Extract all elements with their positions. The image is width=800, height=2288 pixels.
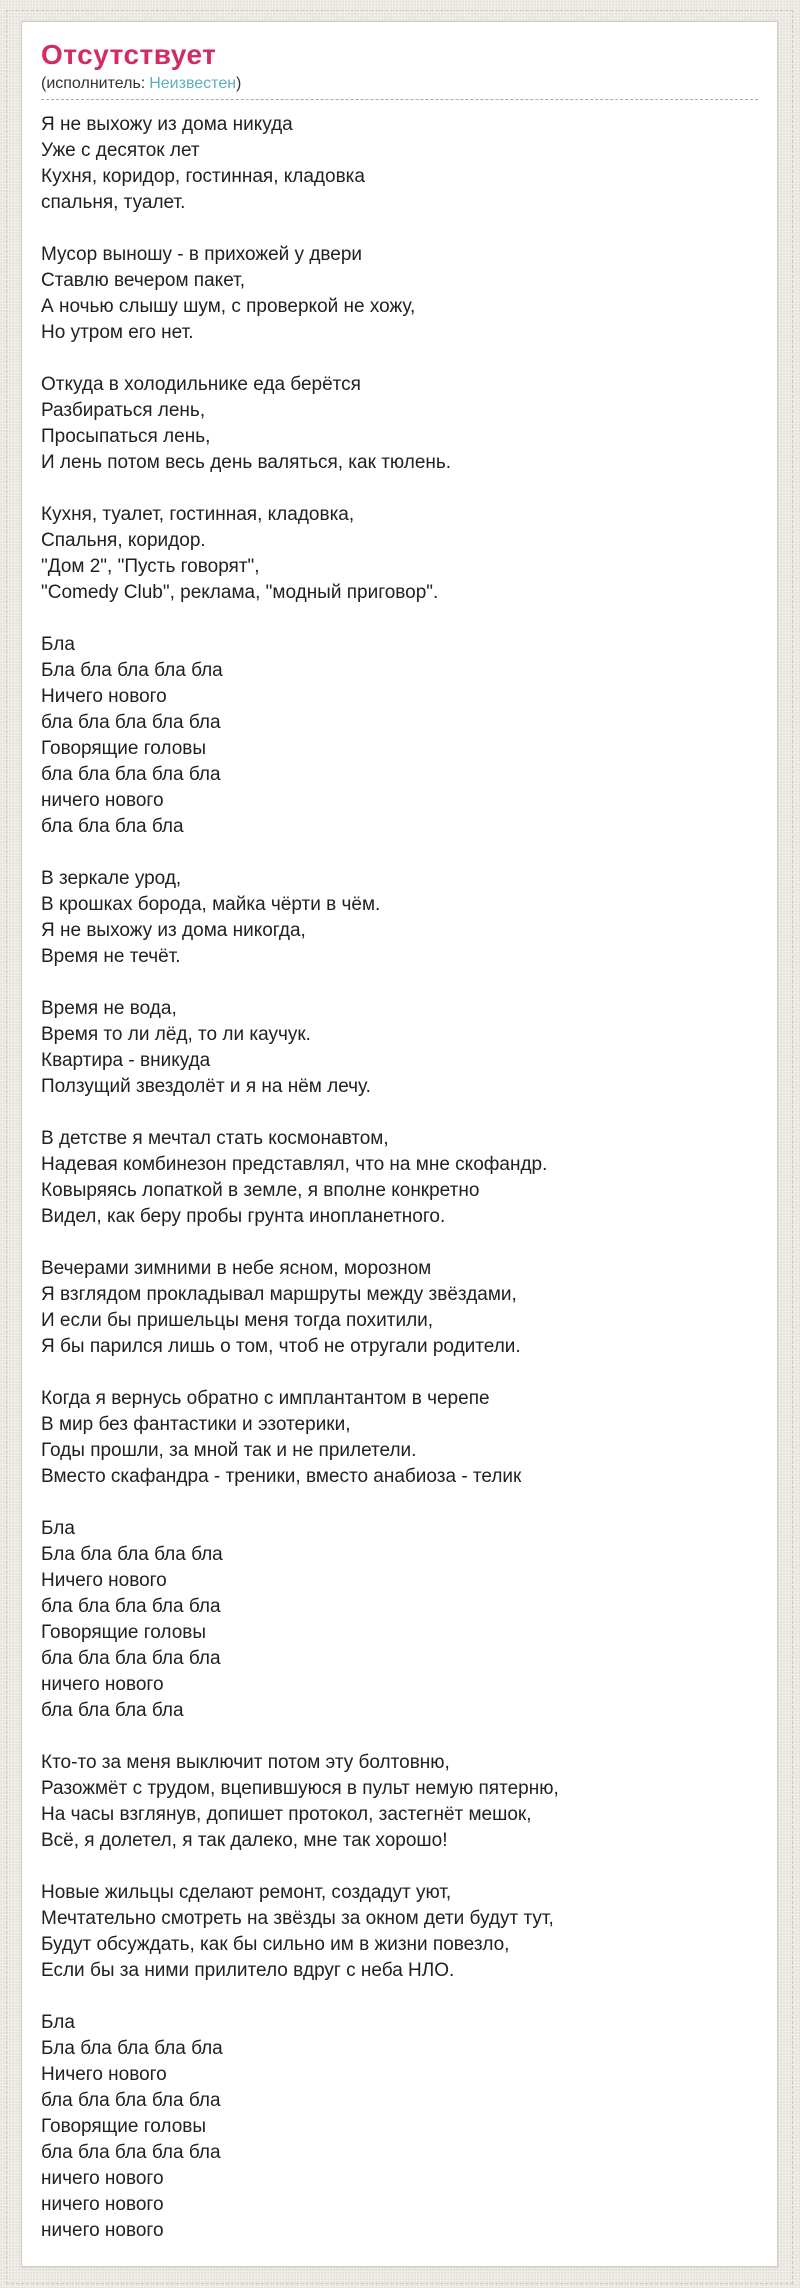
lyric-line: Бла <box>41 2012 75 2033</box>
lyric-line: А ночью слышу шум, с проверкой не хожу, <box>41 296 416 317</box>
lyric-line: В крошках борода, майка чёрти в чём. <box>41 894 381 915</box>
lyric-line: Надевая комбинезон представлял, что на мне скофандр. <box>41 1154 548 1175</box>
lyric-line: бла бла бла бла бла <box>41 2142 221 2163</box>
lyric-line: Я не выхожу из дома никогда, <box>41 920 306 941</box>
lyric-line: ничего нового <box>41 2168 164 2189</box>
lyric-line: ничего нового <box>41 790 164 811</box>
lyric-line: В мир без фантастики и эзотерики, <box>41 1414 351 1435</box>
lyric-line: бла бла бла бла бла <box>41 2090 221 2111</box>
lyric-line: бла бла бла бла <box>41 816 184 837</box>
lyric-line: бла бла бла бла бла <box>41 1648 221 1669</box>
lyric-line: Ставлю вечером пакет, <box>41 270 245 291</box>
lyric-line: Квартира - вникуда <box>41 1050 211 1071</box>
lyric-line: Бла <box>41 1518 75 1539</box>
artist-label: (исполнитель: <box>41 75 146 92</box>
lyric-stanza <box>41 1126 758 1230</box>
lyric-line: бла бла бла бла бла <box>41 764 221 785</box>
lyric-line: Я бы парился лишь о том, чтоб не отругали родители. <box>41 1336 521 1357</box>
lyric-line: Ничего нового <box>41 686 167 707</box>
lyric-stanza <box>41 632 758 840</box>
lyric-line: Но утром его нет. <box>41 322 194 343</box>
lyric-line: Видел, как беру пробы грунта инопланетного. <box>41 1206 446 1227</box>
lyric-line: Годы прошли, за мной так и не прилетели. <box>41 1440 417 1461</box>
lyric-line: ничего нового <box>41 2194 164 2215</box>
lyric-stanza <box>41 996 758 1100</box>
lyric-line: Мечтательно смотреть на звёзды за окном дети будут тут, <box>41 1908 554 1929</box>
lyric-line: Спальня, коридор. <box>41 530 206 551</box>
lyric-line: Когда я вернусь обратно с имплантантом в черепе <box>41 1388 490 1409</box>
lyric-stanza <box>41 2010 758 2244</box>
lyric-line: Бла <box>41 634 75 655</box>
lyric-stanza <box>41 1516 758 1724</box>
artist-link[interactable]: Неизвестен <box>149 75 237 92</box>
lyric-line: Я не выхожу из дома никуда <box>41 114 293 135</box>
lyric-line: Новые жильцы сделают ремонт, создадут уют, <box>41 1882 452 1903</box>
lyric-line: бла бла бла бла бла <box>41 712 221 733</box>
lyric-stanza <box>41 242 758 346</box>
lyric-stanza <box>41 372 758 476</box>
lyric-line: Уже с десяток лет <box>41 140 200 161</box>
lyric-stanza <box>41 1750 758 1854</box>
lyric-line: Просыпаться лень, <box>41 426 211 447</box>
lyric-stanza <box>41 1386 758 1490</box>
lyric-line: "Comedy Club", реклама, "модный приговор". <box>41 582 439 603</box>
lyric-line: И если бы пришельцы меня тогда похитили, <box>41 1310 434 1331</box>
lyric-line: Разбираться лень, <box>41 400 206 421</box>
artist-label-suffix: ) <box>236 75 242 92</box>
lyric-line: В детстве я мечтал стать космонавтом, <box>41 1128 389 1149</box>
lyric-line: Разожмёт с трудом, вцепившуюся в пульт немую пятерню, <box>41 1778 559 1799</box>
lyric-line: Время то ли лёд, то ли каучук. <box>41 1024 311 1045</box>
artist-line <box>41 74 758 100</box>
lyric-line: Вместо скафандра - треники, вместо анабиоза - телик <box>41 1466 522 1487</box>
lyric-line: Если бы за ними прилитело вдруг с неба НЛО. <box>41 1960 455 1981</box>
lyric-line: Говорящие головы <box>41 2116 207 2137</box>
lyric-line: Кто-то за меня выключит потом эту болтовню, <box>41 1752 450 1773</box>
page-title: Отсутствует <box>41 39 217 70</box>
lyric-line: И лень потом весь день валяться, как тюлень. <box>41 452 452 473</box>
lyric-line: Говорящие головы <box>41 738 207 759</box>
lyric-line: ничего нового <box>41 1674 164 1695</box>
lyric-line: Бла бла бла бла бла <box>41 2038 223 2059</box>
lyric-line: Откуда в холодильнике еда берётся <box>41 374 361 395</box>
lyric-stanza <box>41 866 758 970</box>
lyric-line: В зеркале урод, <box>41 868 182 889</box>
lyric-line: Мусор выношу - в прихожей у двери <box>41 244 363 265</box>
lyric-line: Ничего нового <box>41 2064 167 2085</box>
lyrics-card <box>21 21 778 2267</box>
lyric-line: Будут обсуждать, как бы сильно им в жизни повезло, <box>41 1934 510 1955</box>
lyric-line: На часы взглянув, допишет протокол, застегнёт мешок, <box>41 1804 532 1825</box>
lyric-line: Время не вода, <box>41 998 177 1019</box>
lyric-line: "Дом 2", "Пусть говорят", <box>41 556 260 577</box>
lyric-line: Ползущий звездолёт и я на нём лечу. <box>41 1076 371 1097</box>
lyric-line: бла бла бла бла бла <box>41 1596 221 1617</box>
lyric-line: Говорящие головы <box>41 1622 207 1643</box>
lyrics-text <box>41 112 758 2244</box>
lyric-line: Кухня, коридор, гостинная, кладовка <box>41 166 365 187</box>
lyric-line: Всё, я долетел, я так далеко, мне так хорошо! <box>41 1830 448 1851</box>
lyric-line: спальня, туалет. <box>41 192 186 213</box>
lyric-stanza <box>41 502 758 606</box>
lyric-line: Ничего нового <box>41 1570 167 1591</box>
lyric-line: Кухня, туалет, гостинная, кладовка, <box>41 504 355 525</box>
lyric-line: Ковыряясь лопаткой в земле, я вполне конкретно <box>41 1180 480 1201</box>
lyric-line: Время не течёт. <box>41 946 181 967</box>
lyric-line: Вечерами зимними в небе ясном, морозном <box>41 1258 432 1279</box>
lyric-stanza <box>41 1256 758 1360</box>
lyric-stanza <box>41 1880 758 1984</box>
lyric-line: Бла бла бла бла бла <box>41 660 223 681</box>
lyric-line: Бла бла бла бла бла <box>41 1544 223 1565</box>
lyric-stanza <box>41 112 758 216</box>
lyric-line: Я взглядом прокладывал маршруты между звёздами, <box>41 1284 517 1305</box>
lyric-line: бла бла бла бла <box>41 1700 184 1721</box>
lyric-line: ничего нового <box>41 2220 164 2241</box>
